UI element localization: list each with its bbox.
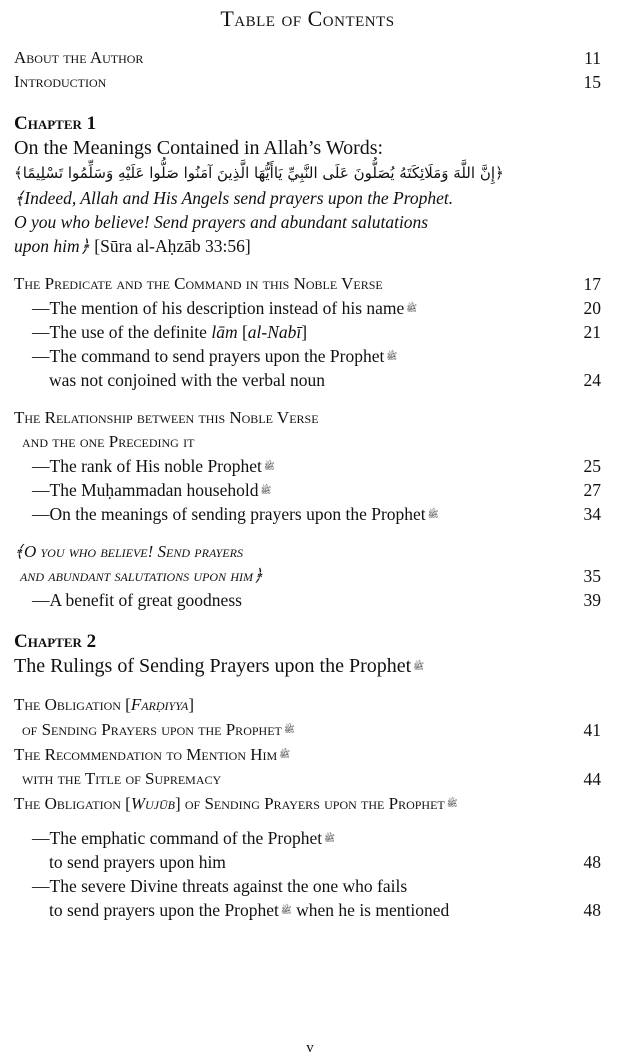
- toc-subentry-emphatic-line-2[interactable]: to send prayers upon him 48: [49, 852, 601, 872]
- toc-subentry-description[interactable]: —The mention of his description instead of his name ﷺ 20: [32, 298, 601, 318]
- toc-entry-about-author[interactable]: [14, 46, 601, 70]
- verse-translation-line-2: O you who believe! Send prayers and abundant salutations: [14, 212, 429, 232]
- verse-translation-line-1: ﴾Indeed, Allah and His Angels send prayers upon the Prophet.: [14, 188, 454, 208]
- verse-citation: [Sūra al-Aḥzāb 33:56]: [94, 236, 251, 256]
- salla-honorific-icon: ﷺ: [263, 462, 275, 473]
- page-title: Table of Contents: [220, 6, 395, 31]
- toc-entry-recommendation-line-1[interactable]: The Recommendation to Mention Him ﷺ: [14, 745, 291, 764]
- entry-label: About the Author: [14, 48, 144, 67]
- salla-honorific-icon: ﷺ: [413, 661, 425, 672]
- toc-entry-believe-line-1[interactable]: ﴾O you who believe! Send prayers: [14, 542, 243, 561]
- salla-honorific-icon: ﷺ: [260, 486, 272, 497]
- salla-honorific-icon: ﷺ: [280, 906, 292, 917]
- salla-honorific-icon: ﷺ: [427, 510, 439, 521]
- toc-entry-obligation-wujub[interactable]: The Obligation [Wujūb] of Sending Prayers upon the Prophet ﷺ: [14, 794, 458, 813]
- toc-subentry-household[interactable]: —The Muḥammadan household ﷺ 27: [32, 480, 601, 500]
- toc-entry-introduction[interactable]: [14, 70, 601, 94]
- toc-subentry-rank[interactable]: —The rank of His noble Prophet ﷺ 25: [32, 456, 601, 476]
- toc-entry-relationship-line-1[interactable]: The Relationship between this Noble Verse: [14, 408, 319, 427]
- salla-honorific-icon: ﷺ: [446, 799, 458, 810]
- toc-entry-recommendation-line-2[interactable]: with the Title of Supremacy 44: [22, 769, 601, 789]
- entry-page: 11: [584, 48, 601, 68]
- toc-subentry-definite-lam[interactable]: —The use of the definite lām [al-Nabī] 21: [32, 322, 601, 342]
- chapter-2-heading: Chapter 2: [14, 631, 97, 652]
- page-number: v: [306, 1040, 314, 1056]
- salla-honorific-icon: ﷺ: [406, 304, 418, 315]
- entry-page: 15: [583, 72, 601, 92]
- toc-entry-obligation-fardiyya-line-1[interactable]: The Obligation [Farḍiyya]: [14, 695, 195, 714]
- chapter-1-title: On the Meanings Contained in Allah’s Words:: [14, 137, 384, 159]
- toc-entry-believe-line-2[interactable]: and abundant salutations upon him﴿ 35: [20, 566, 601, 586]
- toc-subentry-emphatic-line-1[interactable]: —The emphatic command of the Prophet ﷺ: [32, 828, 336, 848]
- toc-subentry-meanings[interactable]: —On the meanings of sending prayers upon the Prophet ﷺ 34: [32, 504, 601, 524]
- salla-honorific-icon: ﷺ: [324, 834, 336, 845]
- salla-honorific-icon: ﷺ: [279, 750, 291, 761]
- salla-honorific-icon: ﷺ: [386, 352, 398, 363]
- toc-subentry-threats-line-2[interactable]: to send prayers upon the Prophet ﷺ when he is mentioned 48: [49, 900, 601, 920]
- entry-label: Introduction: [14, 72, 107, 91]
- toc-subentry-threats-line-1[interactable]: —The severe Divine threats against the one who fails: [32, 876, 408, 896]
- chapter-2-title: The Rulings of Sending Prayers upon the Prophet ﷺ: [14, 655, 425, 677]
- toc-entry-relationship-line-2[interactable]: and the one Preceding it: [22, 432, 195, 451]
- toc-subentry-benefit[interactable]: —A benefit of great goodness 39: [32, 590, 601, 610]
- verse-translation-line-3: upon him﴿ [Sūra al-Aḥzāb 33:56]: [14, 236, 251, 256]
- toc-subentry-command-line-2[interactable]: was not conjoined with the verbal noun 24: [49, 370, 601, 390]
- toc-page: [14, 0, 601, 922]
- toc-entry-predicate-command[interactable]: The Predicate and the Command in this Noble Verse 17: [14, 274, 601, 294]
- toc-entry-obligation-fardiyya-line-2[interactable]: of Sending Prayers upon the Prophet ﷺ 41: [22, 720, 601, 740]
- toc-subentry-command-line-1[interactable]: —The command to send prayers upon the Prophet ﷺ: [32, 346, 398, 366]
- chapter-1-heading: Chapter 1: [14, 113, 97, 134]
- salla-honorific-icon: ﷺ: [283, 725, 295, 736]
- quran-verse-arabic: ﴿إِنَّ اللَّهَ وَمَلَائِكَتَهُ يُصَلُّونَ عَلَى النَّبِيِّ يَاأَيُّهَا الَّذِينَ آمَنُوا صَلُّوا عَلَيْهِ وَسَلِّمُوا تَسْلِيمًا﴾: [14, 164, 504, 182]
